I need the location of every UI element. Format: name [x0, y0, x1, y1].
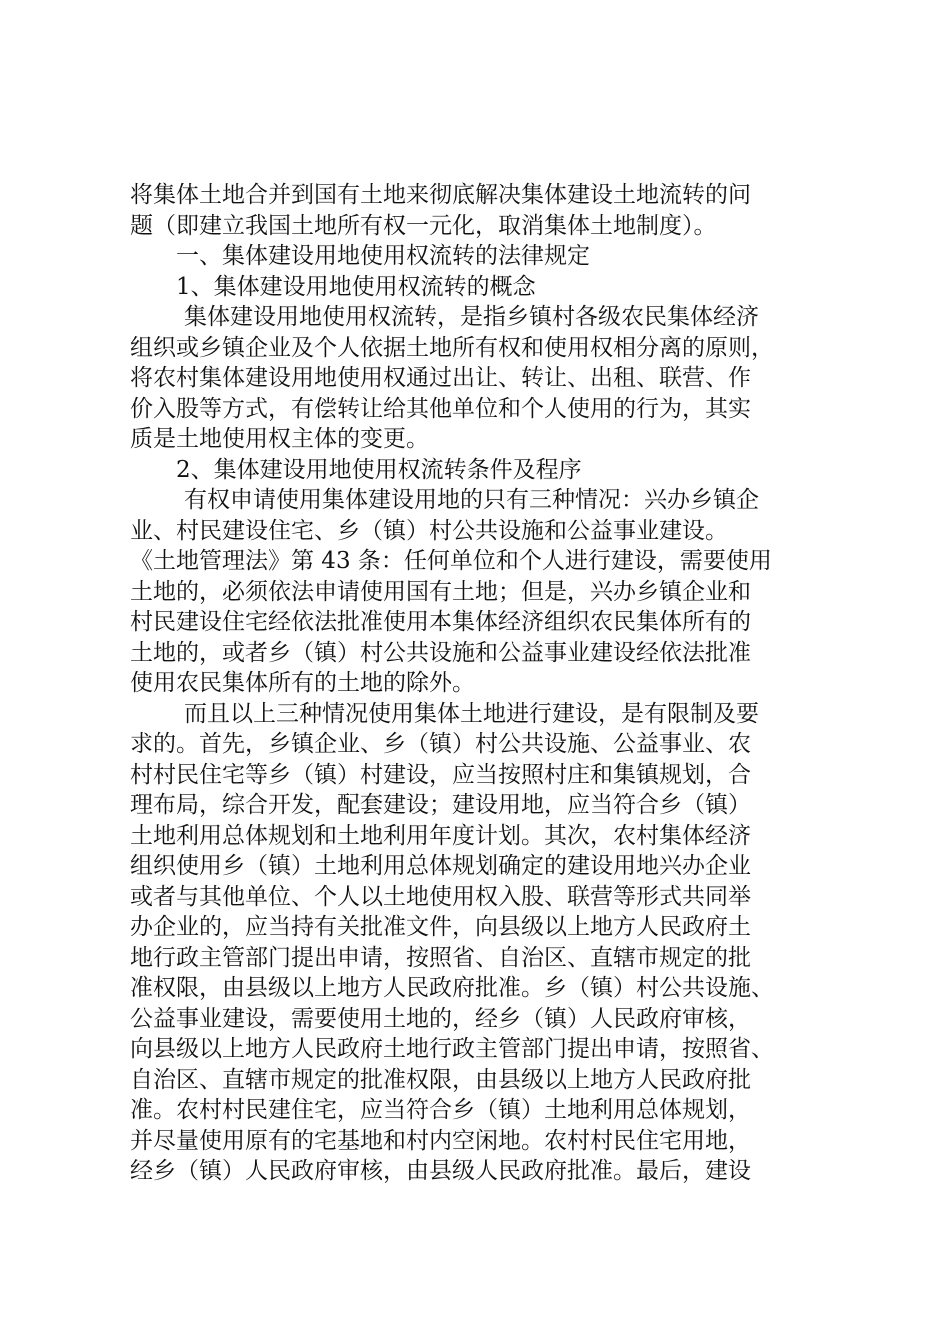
text-line: 将农村集体建设用地使用权通过出让、转让、出租、联营、作: [130, 365, 751, 391]
text-line: 业、村民建设住宅、乡（镇）村公共设施和公益事业建设。: [130, 517, 728, 544]
text-line: 土地的，或者乡（镇）村公共设施和公益事业建设经依法批准: [130, 639, 751, 666]
text-line: 集体建设用地使用权流转，是指乡镇村各级农民集体经济: [184, 304, 759, 330]
text-line: 自治区、直辖市规定的批准权限，由县级以上地方人民政府批: [130, 1066, 751, 1093]
text-line: 将集体土地合并到国有土地来彻底解决集体建设土地流转的问: [130, 182, 751, 208]
document-body: [130, 180, 830, 1187]
subsection-1-title: 1、集体建设用地使用权流转的概念: [176, 273, 536, 300]
text-line: 求的。首先，乡镇企业、乡（镇）村公共设施、公益事业、农: [130, 731, 751, 757]
text-line: 土地的，必须依法申请使用国有土地；但是，兴办乡镇企业和: [130, 578, 751, 605]
text-line: 准权限，由县级以上地方人民政府批准。乡（镇）村公共设施、: [130, 975, 774, 1001]
text-line: 村民建设住宅经依法批准使用本集体经济组织农民集体所有的: [130, 609, 751, 635]
text-line: 价入股等方式，有偿转让给其他单位和个人使用的行为，其实: [130, 395, 751, 422]
subsection-2-title: 2、集体建设用地使用权流转条件及程序: [176, 456, 582, 483]
text-line: 组织使用乡（镇）土地利用总体规划确定的建设用地兴办企业: [130, 853, 751, 879]
text-line: 或者与其他单位、个人以土地使用权入股、联营等形式共同举: [130, 883, 751, 910]
concept-paragraph: [130, 302, 830, 455]
text-line: 组织或乡镇企业及个人依据土地所有权和使用权相分离的原则，: [130, 334, 774, 361]
text-line: 地行政主管部门提出申请，按照省、自治区、直辖市规定的批: [130, 944, 751, 971]
text-line: 并尽量使用原有的宅基地和村内空闲地。农村村民住宅用地，: [130, 1127, 751, 1154]
conditions-paragraph: [130, 485, 830, 699]
continuation-paragraph: [130, 180, 830, 241]
text-line: 有权申请使用集体建设用地的只有三种情况：兴办乡镇企: [184, 487, 759, 513]
text-line: 准。农村村民建住宅，应当符合乡（镇）土地利用总体规划，: [130, 1097, 751, 1123]
restrictions-paragraph: [130, 699, 830, 1187]
text-line: 土地利用总体规划和土地利用年度计划。其次，农村集体经济: [130, 822, 751, 849]
text-line: 使用农民集体所有的土地的除外。: [130, 670, 475, 696]
text-line: 理布局，综合开发，配套建设；建设用地，应当符合乡（镇）: [130, 792, 751, 818]
text-line: 公益事业建设，需要使用土地的，经乡（镇）人民政府审核，: [130, 1005, 751, 1032]
text-line: 《土地管理法》第 43 条：任何单位和个人进行建设，需要使用: [130, 548, 772, 574]
section-heading: 一、集体建设用地使用权流转的法律规定: [176, 243, 590, 269]
text-line: 向县级以上地方人民政府土地行政主管部门提出申请，按照省、: [130, 1036, 774, 1062]
text-line: 办企业的，应当持有关批准文件，向县级以上地方人民政府土: [130, 914, 751, 940]
text-line: 题（即建立我国土地所有权一元化，取消集体土地制度）。: [130, 212, 717, 239]
text-line: 经乡（镇）人民政府审核，由县级人民政府批准。最后，建设: [130, 1158, 751, 1184]
text-line: 质是土地使用权主体的变更。: [130, 426, 429, 452]
text-line: 村村民住宅等乡（镇）村建设，应当按照村庄和集镇规划，合: [130, 761, 751, 788]
text-line: 而且以上三种情况使用集体土地进行建设，是有限制及要: [184, 700, 759, 727]
